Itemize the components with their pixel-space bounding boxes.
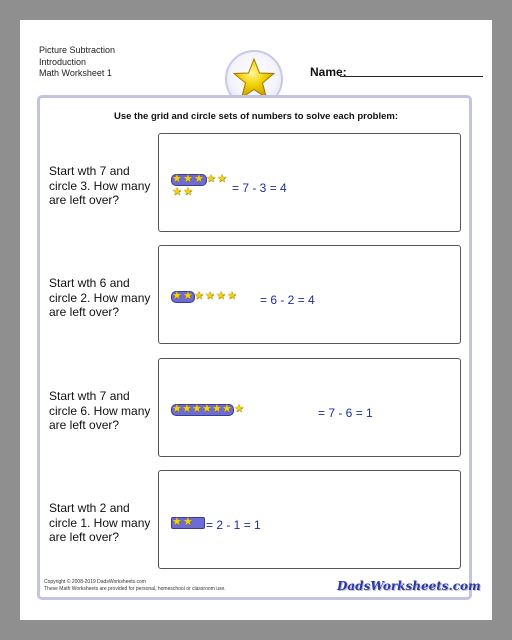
title-line-3: Math Worksheet 1 bbox=[39, 68, 112, 78]
star-icon: ★ bbox=[183, 186, 193, 198]
star-icon: ★ bbox=[183, 173, 193, 185]
star-icon: ★ bbox=[192, 403, 202, 415]
star-icon: ★ bbox=[222, 403, 232, 415]
problem-text-line: are left over? bbox=[49, 418, 120, 432]
star-icon: ★ bbox=[183, 516, 193, 528]
problem-text-line: circle 6. How many bbox=[49, 403, 151, 418]
copyright-text: Copyright © 2008-2019 DadsWorksheets.com bbox=[44, 579, 146, 585]
problem-3-answer-box[interactable] bbox=[158, 358, 461, 457]
problem-2-text bbox=[49, 276, 150, 320]
equation: = 7 - 3 = 4 bbox=[232, 181, 287, 195]
equation: = 2 - 1 = 1 bbox=[206, 518, 261, 532]
title-line-2: Introduction bbox=[39, 56, 87, 67]
worksheet-page bbox=[20, 20, 492, 620]
problem-1-answer-box[interactable] bbox=[158, 133, 461, 232]
problem-text-line: Start wth 2 and bbox=[49, 501, 130, 515]
problem-text-line: Start wth 7 and bbox=[49, 389, 130, 403]
star-icon: ★ bbox=[194, 290, 204, 302]
problem-1-text bbox=[49, 164, 150, 208]
problem-4-text bbox=[49, 501, 150, 545]
worksheet-title bbox=[39, 45, 115, 80]
star-icon: ★ bbox=[172, 186, 182, 198]
star-icon: ★ bbox=[206, 173, 216, 185]
problem-text-line: are left over? bbox=[49, 530, 120, 544]
instructions: Use the grid and circle sets of numbers to solve each problem: bbox=[113, 111, 399, 122]
star-icon: ★ bbox=[183, 290, 193, 302]
problem-text-line: are left over? bbox=[49, 305, 120, 319]
star-icon: ★ bbox=[217, 173, 227, 185]
star-icon: ★ bbox=[172, 403, 182, 415]
problem-text-line: circle 2. How many bbox=[49, 290, 151, 305]
usage-notice: These Math Worksheets are provided for personal, homeschool or classroom use. bbox=[44, 585, 226, 592]
star-icon: ★ bbox=[227, 290, 237, 302]
problem-text-line: circle 3. How many bbox=[49, 178, 151, 193]
problem-text-line: are left over? bbox=[49, 193, 120, 207]
star-icon: ★ bbox=[172, 290, 182, 302]
dadsworksheets-logo[interactable]: DadsWorksheets.com bbox=[337, 579, 481, 593]
star-icon: ★ bbox=[172, 173, 182, 185]
star-icon: ★ bbox=[212, 403, 222, 415]
problem-text-line: Start wth 6 and bbox=[49, 276, 130, 290]
star-icon: ★ bbox=[172, 516, 182, 528]
problem-4-answer-box[interactable] bbox=[158, 470, 461, 569]
equation: = 7 - 6 = 1 bbox=[318, 406, 373, 420]
problem-3-text bbox=[49, 389, 150, 433]
problem-text-line: circle 1. How many bbox=[49, 515, 151, 530]
footer-copyright bbox=[44, 579, 226, 592]
name-label: Name: bbox=[310, 65, 347, 79]
title-line-1: Picture Subtraction bbox=[39, 45, 116, 55]
star-icon: ★ bbox=[182, 403, 192, 415]
star-icon: ★ bbox=[202, 403, 212, 415]
star-icon: ★ bbox=[216, 290, 226, 302]
problem-text-line: Start wth 7 and bbox=[49, 164, 130, 178]
star-icon: ★ bbox=[234, 403, 244, 415]
problem-2-answer-box[interactable] bbox=[158, 245, 461, 344]
equation: = 6 - 2 = 4 bbox=[260, 293, 315, 307]
name-field[interactable] bbox=[340, 76, 483, 77]
star-icon: ★ bbox=[205, 290, 215, 302]
star-icon: ★ bbox=[194, 173, 204, 185]
